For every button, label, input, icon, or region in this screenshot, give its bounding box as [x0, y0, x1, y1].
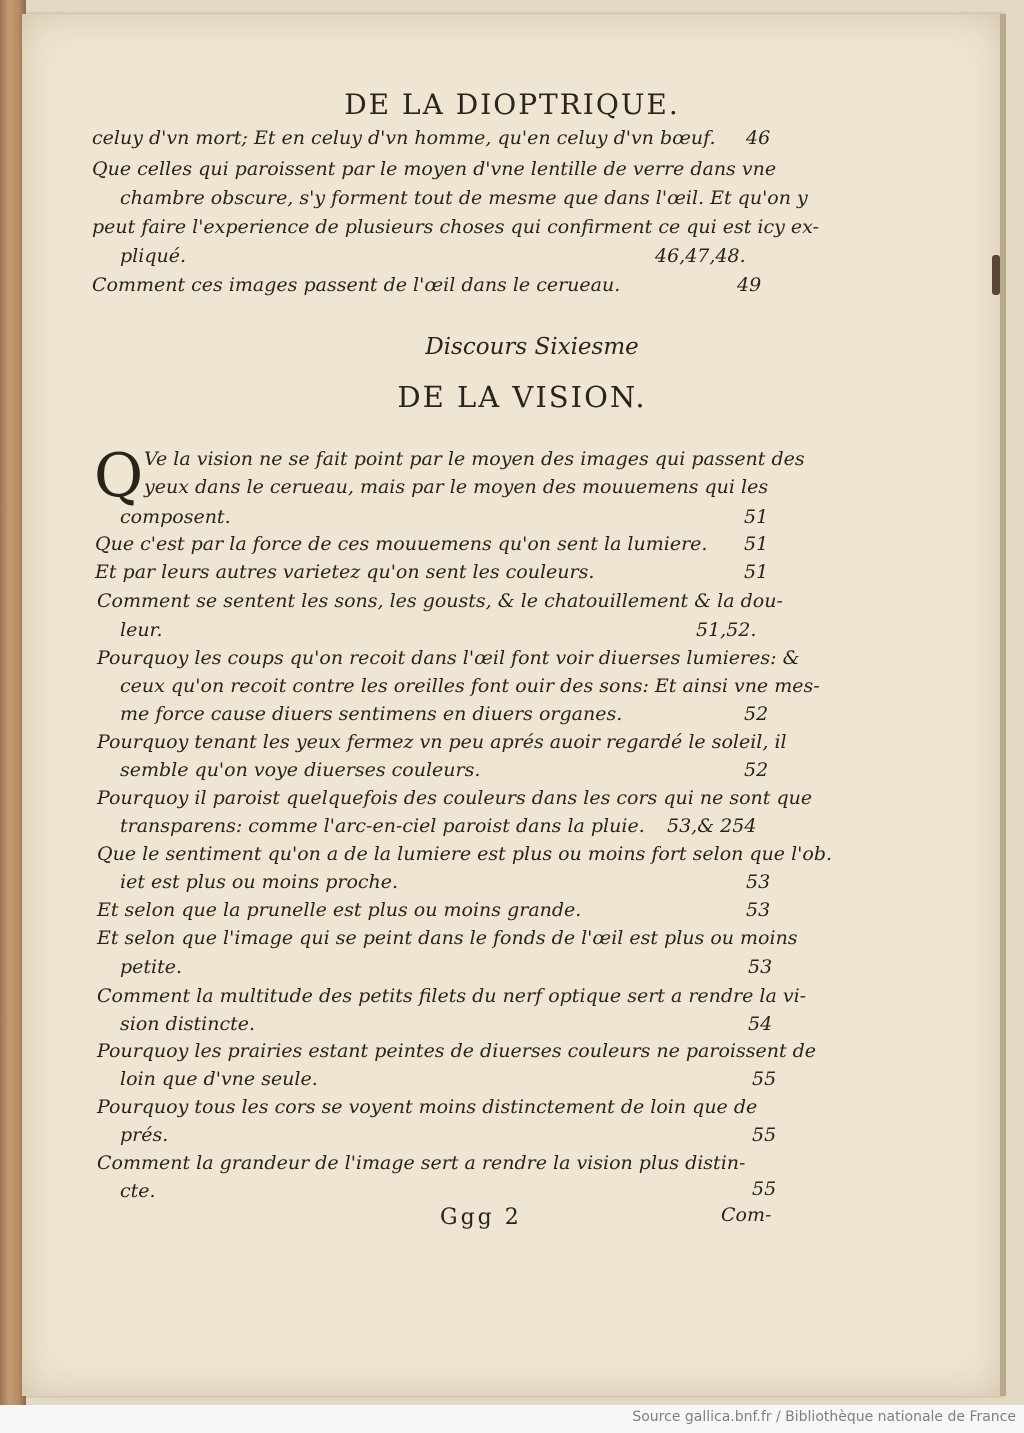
entry-line: Et selon que la prunelle est plus ou moins grande.	[97, 899, 582, 921]
catchword: Com-	[721, 1204, 772, 1226]
source-credit: Source gallica.bnf.fr / Bibliothèque nationale de France	[632, 1409, 1016, 1425]
entry-line: Comment la grandeur de l'image sert a rendre la vision plus distin-	[97, 1152, 746, 1174]
entry-line: peut faire l'experience de plusieurs choses qui confirment ce qui est icy ex-	[92, 216, 819, 238]
drop-cap: Q	[94, 441, 144, 511]
entry-line: me force cause diuers sentimens en diuers organes.	[120, 703, 623, 725]
page-ref: 46,47,48.	[655, 245, 746, 267]
binding-mark	[992, 255, 1000, 295]
entry-line: Comment se sentent les sons, les gousts, & le chatouillement & la dou-	[97, 590, 783, 612]
page-ref: 51	[744, 506, 769, 528]
entry-line: Comment ces images passent de l'œil dans le cerueau.	[92, 274, 621, 296]
page-ref: 52	[744, 759, 769, 781]
page-ref: 54	[748, 1013, 773, 1035]
page-ref: 53	[746, 899, 771, 921]
entry-line: composent.	[120, 506, 231, 528]
page-ref: 51,52.	[696, 619, 757, 641]
page-ref: 46	[746, 127, 771, 149]
entry-line: Que le sentiment qu'on a de la lumiere est plus ou moins fort selon que l'ob.	[97, 843, 833, 865]
entry-line: Que c'est par la force de ces mouuemens qu'on sent la lumiere.	[95, 533, 708, 555]
page-ref: 51	[744, 533, 769, 555]
running-header: DE LA DIOPTRIQUE.	[344, 88, 680, 121]
page-ref: 52	[744, 703, 769, 725]
entry-line: pliqué.	[120, 245, 186, 267]
entry-line: iet est plus ou moins proche.	[120, 871, 399, 893]
entry-line: petite.	[120, 956, 183, 978]
entry-line: semble qu'on voye diuerses couleurs.	[120, 759, 481, 781]
entry-line: transparens: comme l'arc-en-ciel paroist dans la pluie.	[120, 815, 645, 837]
page-ref: 55	[752, 1068, 777, 1090]
section-title: DE LA VISION.	[397, 380, 647, 414]
page-ref: 51	[744, 561, 769, 583]
entry-line: Et selon que l'image qui se peint dans le fonds de l'œil est plus ou moins	[97, 927, 798, 949]
page-ref: 49	[737, 274, 762, 296]
discourse-subtitle: Discours Sixiesme	[425, 334, 639, 360]
entry-line: loin que d'vne seule.	[120, 1068, 318, 1090]
entry-line: Comment la multitude des petits filets du nerf optique sert a rendre la vi-	[97, 985, 807, 1007]
entry-line: ceux qu'on recoit contre les oreilles font ouir des sons: Et ainsi vne mes-	[120, 675, 820, 697]
page-ref: 55	[752, 1124, 777, 1146]
entry-line: cte.	[120, 1180, 156, 1202]
entry-line: Ve la vision ne se fait point par le moyen des images qui passent des	[144, 448, 805, 470]
entry-line: sion distincte.	[120, 1013, 256, 1035]
entry-line: Et par leurs autres varietez qu'on sent les couleurs.	[95, 561, 595, 583]
page-ref: 53	[746, 871, 771, 893]
entry-line: Que celles qui paroissent par le moyen d'vne lentille de verre dans vne	[92, 158, 777, 180]
entry-line: Pourquoy il paroist quelquefois des couleurs dans les cors qui ne sont que	[97, 787, 813, 809]
page-ref: 53,& 254	[667, 815, 757, 837]
entry-line: Pourquoy tous les cors se voyent moins distinctement de loin que de	[97, 1096, 758, 1118]
entry-line: Pourquoy les prairies estant peintes de diuerses couleurs ne paroissent de	[97, 1040, 817, 1062]
signature-mark: Ggg 2	[440, 1205, 522, 1230]
entry-line: chambre obscure, s'y forment tout de mesme que dans l'œil. Et qu'on y	[120, 187, 808, 209]
entry-line: Pourquoy tenant les yeux fermez vn peu aprés auoir regardé le soleil, il	[97, 731, 787, 753]
entry-line: Pourquoy les coups qu'on recoit dans l'œil font voir diuerses lumieres: &	[97, 647, 800, 669]
page-edge-shadow	[1000, 14, 1006, 1396]
page-ref: 55	[752, 1178, 777, 1200]
page-ref: 53	[748, 956, 773, 978]
entry-line: celuy d'vn mort; Et en celuy d'vn homme, qu'en celuy d'vn bœuf.	[92, 127, 716, 149]
entry-line: leur.	[120, 619, 163, 641]
entry-line: prés.	[120, 1124, 169, 1146]
entry-line: yeux dans le cerueau, mais par le moyen des mouuemens qui les	[144, 476, 769, 498]
